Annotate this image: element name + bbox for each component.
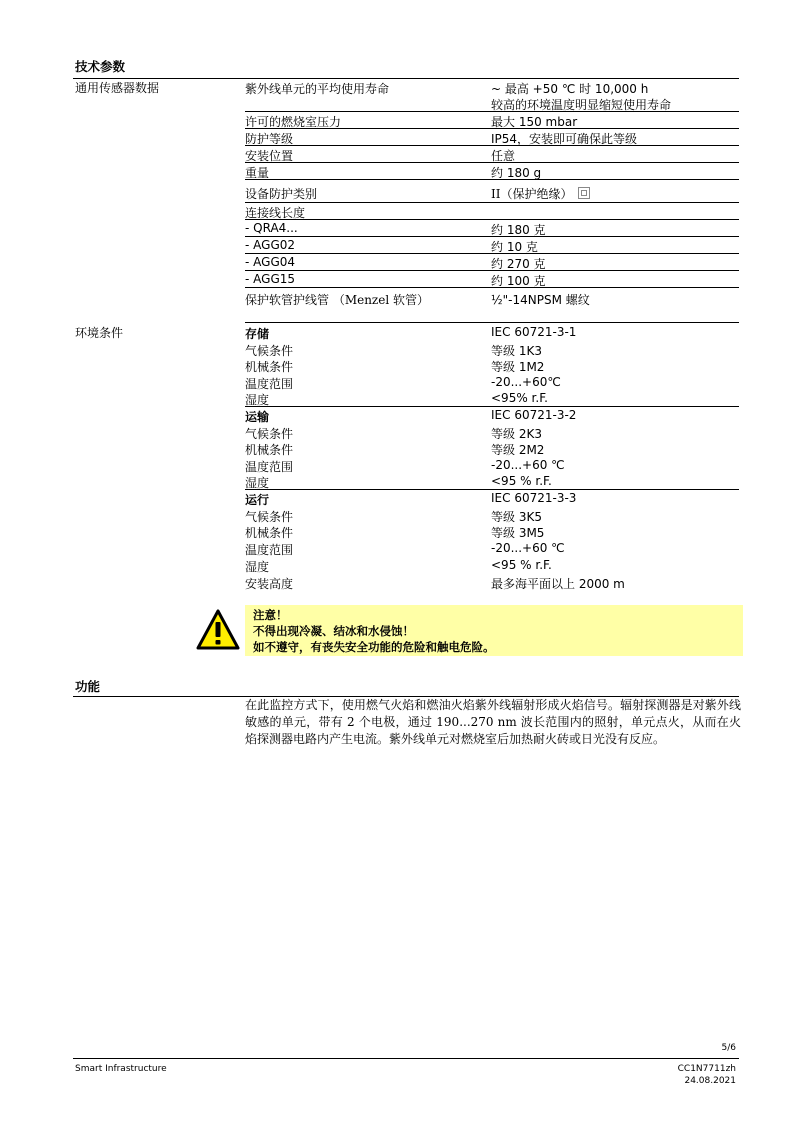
warning-triangle-icon: [196, 609, 240, 651]
footer-divider: [73, 1058, 739, 1059]
table-row: - AGG04 约 270 克: [245, 254, 739, 271]
table-row: 重量 约 180 g: [245, 163, 739, 180]
page-number: 5/6: [721, 1043, 736, 1053]
table-row: 机械条件 等级 2M2: [245, 443, 545, 457]
function-paragraph: 在此监控方式下，使用燃气火焰和燃油火焰紫外线辐射形成火焰信号。辐射探测器是对紫外线敏感的单元，带有 2 个电极，通过 190...270 nm 波长范围内的照射，单元点火，从而在火焰探测器电路内产生电流。紫外线单元对燃烧室后加热耐火砖或日光没有反应。: [245, 698, 741, 746]
group-header-transport: 运输 IEC 60721-3-2: [245, 408, 577, 424]
footer-doc-id: CC1N7711zh: [677, 1064, 736, 1074]
section-label-environment: 环境条件: [75, 326, 124, 340]
table-row: 安装高度 最多海平面以上 2000 m: [245, 577, 625, 591]
footer-date: 24.08.2021: [684, 1076, 736, 1086]
section-title-tech: 技术参数: [75, 59, 126, 74]
footer-company: Smart Infrastructure: [75, 1064, 167, 1074]
table-row: 安装位置 任意: [245, 146, 739, 163]
table-row: 较高的环境温度明显缩短使用寿命: [245, 95, 739, 112]
table-row: 气候条件 等级 2K3: [245, 427, 542, 441]
table-row: 气候条件 等级 1K3: [245, 344, 542, 358]
table-row: 湿度 <95 % r.F.: [245, 473, 739, 490]
table-row: 紫外线单元的平均使用寿命 ~ 最高 +50 ℃ 时 10,000 h: [245, 82, 649, 96]
table-row: 设备防护类别 II（保护绝缘）: [245, 180, 739, 203]
section-divider: [245, 322, 739, 323]
table-row: 气候条件 等级 3K5: [245, 510, 542, 524]
warning-box: [245, 605, 743, 656]
warning-title: 注意！: [253, 608, 288, 622]
table-row: 防护等级 IP54，安装即可确保此等级: [245, 129, 739, 146]
group-header-operation: 运行 IEC 60721-3-3: [245, 491, 577, 507]
table-row: 许可的燃烧室压力 最大 150 mbar: [245, 112, 739, 129]
double-insulation-icon: [578, 187, 590, 199]
table-row: 连接线长度: [245, 203, 739, 220]
warning-line: 不得出现冷凝、结冰和水侵蚀！: [253, 624, 414, 638]
section-label-sensor: 通用传感器数据: [75, 81, 160, 95]
warning-line: 如不遵守，有丧失安全功能的危险和触电危险。: [253, 640, 495, 654]
table-row: 湿度 <95% r.F.: [245, 390, 739, 407]
table-row: 湿度 <95 % r.F.: [245, 558, 552, 574]
group-header-storage: 存储 IEC 60721-3-1: [245, 325, 577, 341]
table-row: 温度范围 -20...+60 ℃: [245, 458, 565, 474]
table-row: 机械条件 等级 1M2: [245, 360, 545, 374]
table-row: - AGG15 约 100 克: [245, 271, 739, 288]
table-row: 温度范围 -20...+60℃: [245, 375, 561, 391]
table-row: 保护软管护线管 （Menzel 软管） ½"-14NPSM 螺纹: [245, 293, 590, 307]
table-row: - AGG02 约 10 克: [245, 237, 739, 254]
table-row: 机械条件 等级 3M5: [245, 526, 545, 540]
section-title-function: 功能: [75, 679, 101, 694]
table-row: 温度范围 -20...+60 ℃: [245, 541, 565, 557]
table-row: - QRA4... 约 180 克: [245, 220, 739, 237]
